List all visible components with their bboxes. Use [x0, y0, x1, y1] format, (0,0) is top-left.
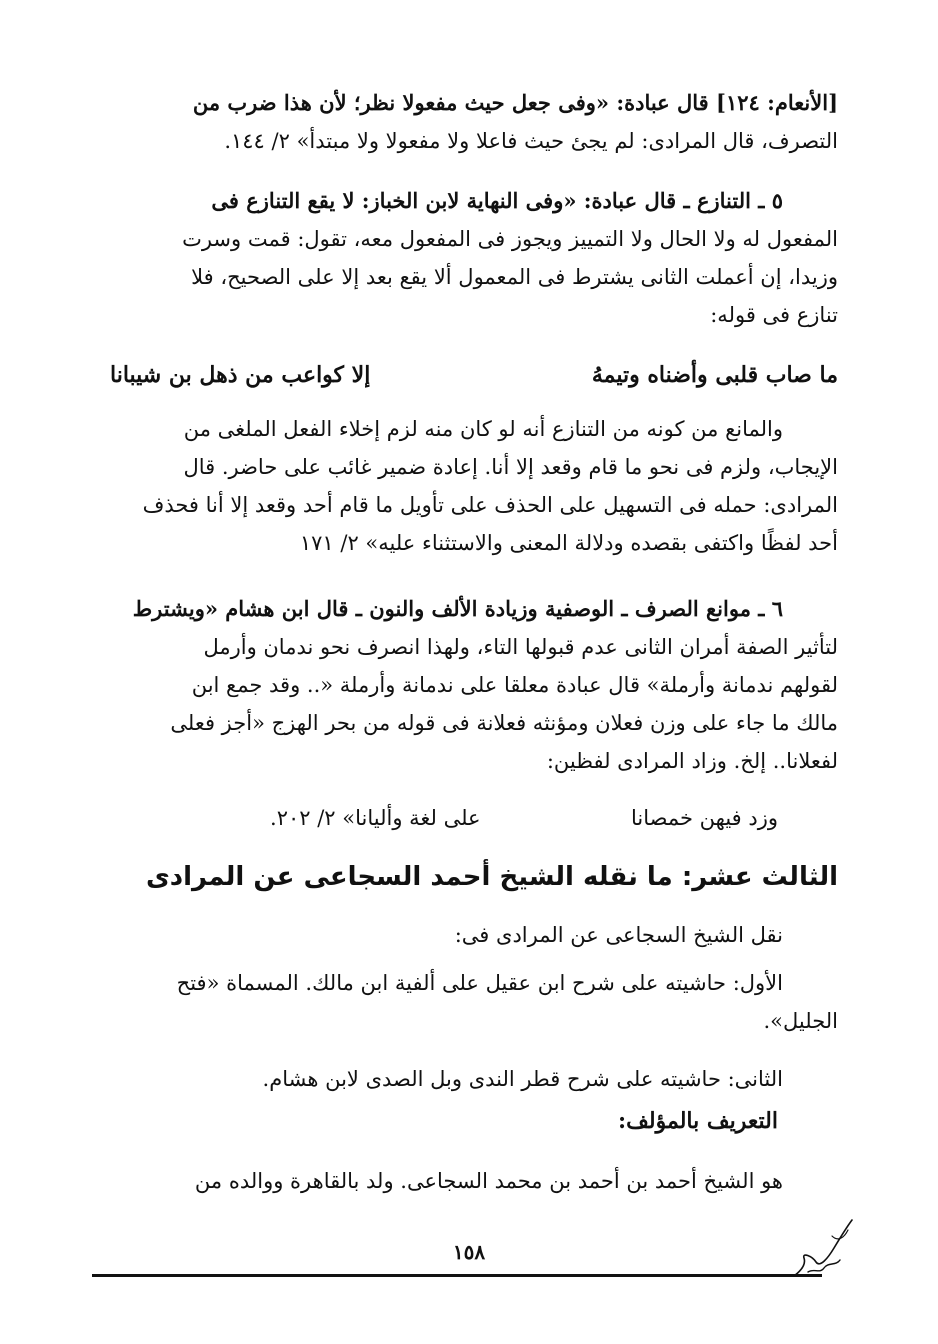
paragraph-mani: [90, 410, 838, 562]
text-line: الثانى: حاشيته على شرح قطر الندى وبل الصدى لابن هشام.: [262, 1067, 783, 1091]
text-line: المرادى: حمله فى التسهيل على الحذف على تأويل ما قام أحد وقعد إلا أنا فحذف: [142, 493, 838, 517]
text-line: المفعول له ولا الحال ولا التمييز ويجوز فى المفعول معه، تقول: قمت وسرت: [182, 227, 838, 251]
poetry-verse: [270, 806, 778, 830]
paragraph-author: [90, 1162, 838, 1200]
text-line: وزيدا، إن أعملت الثانى يشترط فى المعمول ألا يقع بعد إلا على الصحيح، فلا: [191, 265, 838, 289]
text-line: لتأثير الصفة أمران الثانى عدم قبولها التاء، ولهذا انصرف نحو ندمان وأرمل: [203, 635, 838, 659]
text-line: التصرف، قال المرادى: لم يجئ حيث فاعلا ولا مفعولا ولا مبتدأ» ٢/ ١٤٤.: [224, 129, 838, 153]
text-line: ٥ ـ التنازع ـ قال عبادة: «وفى النهاية لابن الخباز: لا يقع التنازع فى: [211, 188, 783, 213]
paragraph-second-work: [90, 1060, 838, 1098]
paragraph-first-work: [90, 964, 838, 1040]
text-line: هو الشيخ أحمد بن أحمد بن محمد السجاعى. ولد بالقاهرة ووالده من: [194, 1169, 783, 1193]
text-line: الإيجاب، ولزم فى نحو ما قام وقعد إلا أنا. إعادة ضمير غائب على حاضر. قال: [183, 455, 838, 479]
footer-divider: [92, 1274, 822, 1277]
text-line: الجليل».: [763, 1009, 838, 1033]
text-line: تنازع فى قوله:: [710, 303, 838, 327]
text-line: مالك ما جاء على وزن فعلان ومؤنثه فعلانة فى قوله من بحر الهزج «أجز فعلى: [170, 711, 838, 735]
signature-icon: [788, 1212, 858, 1284]
verse-right-hemistich: ما صاب قلبى وأضناه وتيمهُ: [591, 362, 838, 388]
paragraph-naql: [90, 916, 838, 954]
paragraph-tanazu: [90, 182, 838, 334]
text-line: [الأنعام: ١٢٤] قال عبادة: «وفى جعل حيث مفعولا نظر؛ لأن هذا ضرب من: [192, 90, 838, 115]
text-line: والمانع من كونه من التنازع أنه لو كان منه لزم إخلاء الفعل الملغى من: [183, 417, 783, 441]
subheading-author-bio: التعريف بالمؤلف:: [618, 1108, 778, 1134]
paragraph-mawani-sarf: [90, 590, 838, 780]
verse-left-hemistich: على لغة وأليانا» ٢/ ٢٠٢.: [270, 806, 481, 830]
text-line: الأول: حاشيته على شرح ابن عقيل على ألفية ابن مالك. المسماة «فتح: [176, 971, 783, 995]
page-number: ١٥٨: [452, 1240, 486, 1264]
text-line: ٦ ـ موانع الصرف ـ الوصفية وزيادة الألف والنون ـ قال ابن هشام «ويشترط: [132, 596, 783, 621]
text-line: نقل الشيخ السجاعى عن المرادى فى:: [454, 923, 783, 947]
paragraph-anam-quote: [90, 84, 838, 160]
verse-right-hemistich: وزد فيهن خمصانا: [631, 806, 778, 830]
text-line: أحد لفظًا واكتفى بقصده ودلالة المعنى والاستثناء عليه» ٢/ ١٧١: [299, 531, 838, 555]
verse-left-hemistich: إلا كواعب من ذهل بن شيبانا: [110, 362, 371, 388]
poetry-verse: [110, 362, 838, 388]
section-heading: الثالث عشر: ما نقله الشيخ أحمد السجاعى عن المرادى: [145, 862, 838, 892]
text-line: لقولهم ندمانة وأرملة» قال عبادة معلقا على ندمانة وأرملة «.. وقد جمع ابن: [191, 673, 838, 697]
text-line: لفعلانا.. إلخ. وزاد المرادى لفظين:: [546, 749, 838, 773]
